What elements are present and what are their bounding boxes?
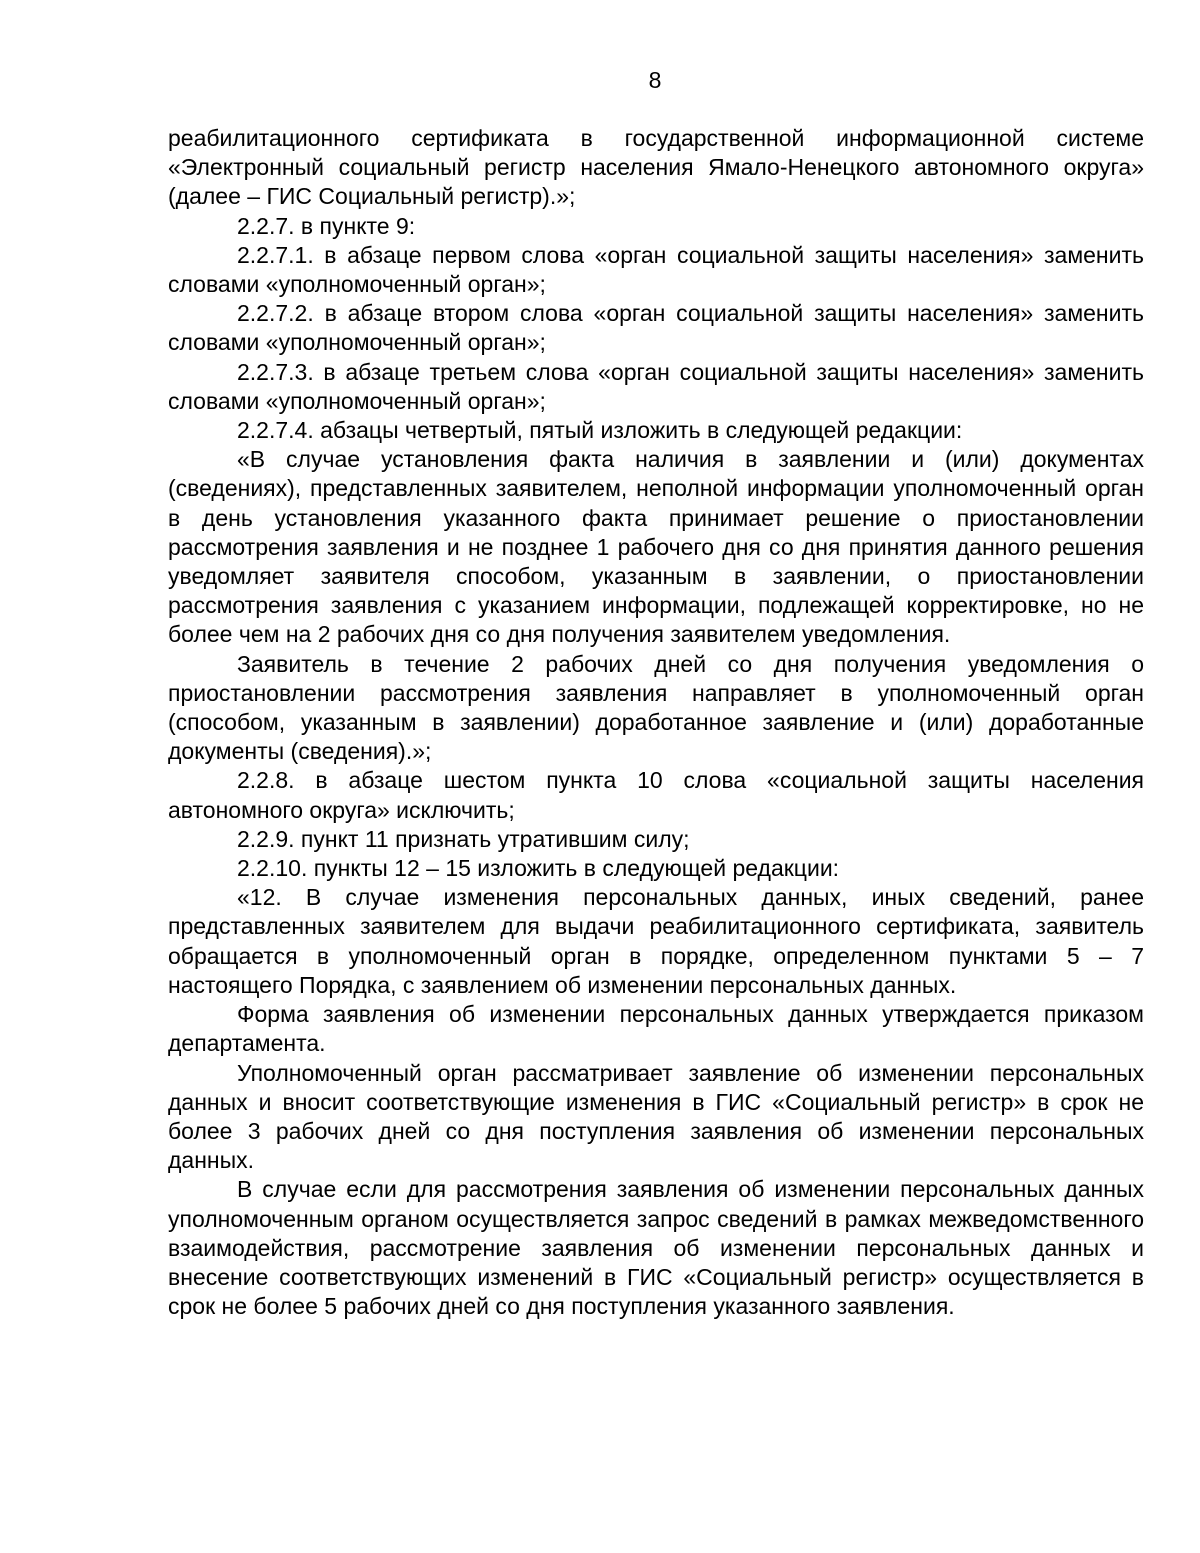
document-body	[168, 124, 1144, 1321]
paragraph: Форма заявления об изменении персональных данных утверждается приказом департамента.	[168, 1001, 1144, 1057]
paragraph: «12. В случае изменения персональных данных, иных сведений, ранее представленных заявителем для выдачи реабилитационного сертификата, заявитель обращается в уполномоченный орган в порядке, определенном пунктами 5 – 7 настоящего Порядка, с заявлением об изменении персональных данных.	[168, 884, 1144, 998]
paragraph: 2.2.7. в пункте 9:	[237, 212, 416, 239]
paragraph: Заявитель в течение 2 рабочих дней со дня получения уведомления о приостановлении рассмотрения заявления направляет в уполномоченный орган (способом, указанным в заявлении) доработанное заявление и (или) доработанные документы (сведения).»;	[168, 650, 1144, 765]
paragraph: 2.2.10. пункты 12 – 15 изложить в следующей редакции:	[237, 855, 840, 882]
paragraph: Уполномоченный орган рассматривает заявление об изменении персональных данных и вносит соответствующие изменения в ГИС «Социальный регистр» в срок не более 3 рабочих дней со дня поступления заявления об изменении персональных данных.	[168, 1059, 1144, 1174]
paragraph: «В случае установления факта наличия в заявлении и (или) документах (сведениях), представленных заявителем, неполной информации уполномоченный орган в день установления указанного факта принимает решение о приостановлении рассмотрения заявления и не позднее 1 рабочего дня со дня принятия данного решения уведомляет заявителя способом, указанным в заявлении, о приостановлении рассмотрения заявления с указанием информации, подлежащей корректировке, но не более чем на 2 рабочих дня со дня получения заявителем уведомления.	[168, 446, 1144, 648]
paragraph: реабилитационного сертификата в государственной информационной системе «Электронный социальный регистр населения Ямало-Ненецкого автономного округа» (далее – ГИС Социальный регистр).»;	[168, 125, 1144, 210]
paragraph: 2.2.7.3. в абзаце третьем слова «орган социальной защиты населения» заменить словами «уполномоченный орган»;	[168, 358, 1144, 414]
page-number: 8	[648, 67, 662, 93]
paragraph: 2.2.7.4. абзацы четвертый, пятый изложить в следующей редакции:	[237, 417, 963, 444]
paragraph: 2.2.7.1. в абзаце первом слова «орган социальной защиты населения» заменить словами «уполномоченный орган»;	[168, 241, 1144, 298]
paragraph: В случае если для рассмотрения заявления об изменении персональных данных уполномоченным органом осуществляется запрос сведений в рамках межведомственного взаимодействия, рассмотрение заявления об изменении персональных данных и внесение соответствующих изменений в ГИС «Социальный регистр» осуществляется в срок не более 5 рабочих дней со дня поступления указанного заявления.	[168, 1176, 1144, 1320]
paragraph: 2.2.8. в абзаце шестом пункта 10 слова «социальной защиты населения автономного округа» исключить;	[168, 767, 1144, 823]
paragraph: 2.2.7.2. в абзаце втором слова «орган социальной защиты населения» заменить словами «уполномоченный орган»;	[168, 300, 1144, 356]
paragraph: 2.2.9. пункт 11 признать утратившим силу;	[237, 825, 690, 852]
